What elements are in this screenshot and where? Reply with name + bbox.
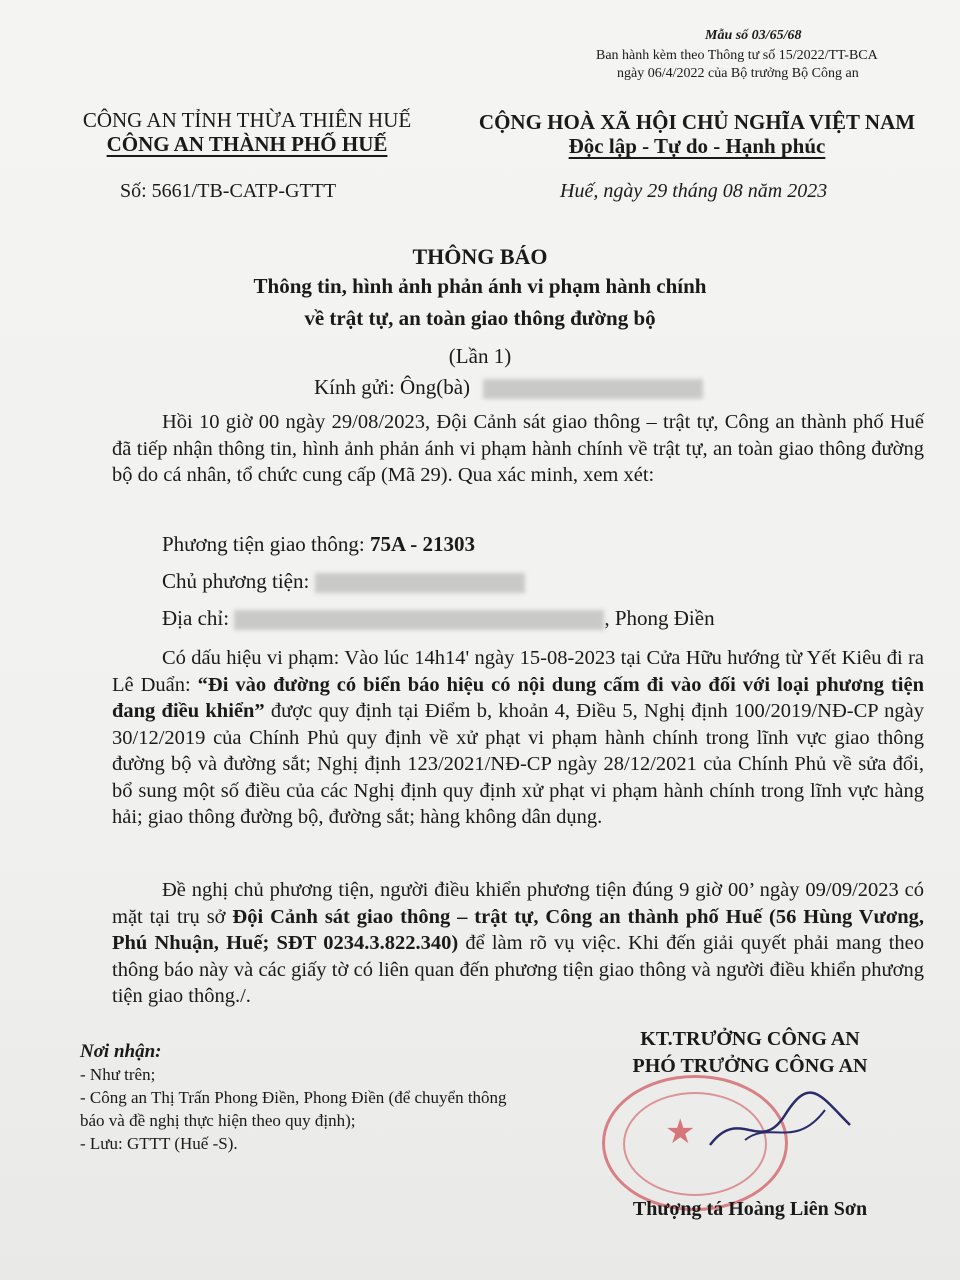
- office-address: Đội Cảnh sát giao thông – trật tự, Công an thành phố Huế (56 Hùng Vương, Phú Nhuận, Huế; SĐT 0234.3.822.340): [112, 905, 924, 954]
- state-name: CỘNG HOÀ XÃ HỘI CHỦ NGHĨA VIỆT NAM: [478, 110, 916, 134]
- greeting-label: Kính gửi: Ông(bà): [314, 375, 471, 399]
- violation-description: “Đi vào đường có biển báo hiệu có nội dung cấm đi vào đối với loại phương tiện đang điều khiển”: [112, 673, 924, 722]
- form-number: Mẫu số 03/65/68: [705, 28, 802, 43]
- redacted-name: [483, 379, 703, 399]
- form-issued-line2: ngày 06/4/2022 của Bộ trưởng Bộ Công an: [617, 66, 859, 81]
- agency-parent: CÔNG AN TỈNH THỪA THIÊN HUẾ: [82, 108, 412, 132]
- agency-name: CÔNG AN THÀNH PHỐ HUẾ: [106, 132, 388, 156]
- address-row: [162, 606, 715, 631]
- recipients-title: Nơi nhận:: [80, 1041, 162, 1062]
- form-issued-line1: Ban hành kèm theo Thông tư số 15/2022/TT-BCA: [596, 48, 878, 63]
- address-label: Địa chỉ:: [162, 606, 235, 630]
- redacted-address: [234, 610, 604, 630]
- notice-subtitle-1: Thông tin, hình ảnh phản ánh vi phạm hành chính: [253, 274, 707, 298]
- recipient-item: - Như trên;: [80, 1065, 156, 1084]
- document-date: Huế, ngày 29 tháng 08 năm 2023: [560, 180, 828, 202]
- notice-title: THÔNG BÁO: [412, 244, 548, 269]
- document-number: Số: 5661/TB-CATP-GTTT: [120, 180, 337, 202]
- notice-attempt: (Lần 1): [448, 344, 512, 368]
- star-icon: ★: [665, 1114, 696, 1151]
- paragraph-intake: Hồi 10 giờ 00 ngày 29/08/2023, Đội Cảnh sát giao thông – trật tự, Công an thành phố Huế đã tiếp nhận thông tin, hình ảnh phản ánh vi phạm hành chính về trật tự, an toàn giao thông đường bộ do cá nhân, tổ chức cung cấp (Mã 29). Qua xác minh, xem xét:: [112, 411, 924, 486]
- recipient-item: - Lưu: GTTT (Huế -S).: [80, 1134, 238, 1153]
- redacted-owner: [315, 573, 525, 593]
- notice-subtitle-2: về trật tự, an toàn giao thông đường bộ: [304, 306, 656, 330]
- signature-scribble: [700, 1085, 860, 1165]
- paragraph-request: Đề nghị chủ phương tiện, người điều khiển phương tiện đúng 9 giờ 00’ ngày 09/09/2023 có mặt tại trụ sở Đội Cảnh sát giao thông – trật tự, Công an thành phố Huế (56 Hùng Vương, Phú Nhuận, Huế; SĐT 0234.3.822.340) để làm rõ vụ việc. Khi đến giải quyết phải mang theo thông báo này và các giấy tờ có liên quan đến phương tiện giao thông và người điều khiển phương tiện giao thông./.: [112, 879, 924, 1007]
- address-tail: , Phong Điền: [604, 606, 715, 630]
- recipients-block: [80, 1040, 525, 1155]
- owner-row: [162, 569, 525, 594]
- signature-title-2: PHÓ TRƯỞNG CÔNG AN: [632, 1055, 868, 1077]
- signature-title-1: KT.TRƯỞNG CÔNG AN: [640, 1028, 860, 1050]
- state-motto: Độc lập - Tự do - Hạnh phúc: [568, 134, 826, 158]
- signer-name: Thượng tá Hoàng Liên Sơn: [632, 1198, 868, 1220]
- greeting: [314, 375, 703, 400]
- recipient-item: - Công an Thị Trấn Phong Điền, Phong Điền (để chuyển thông báo và đề nghị thực hiện theo quy định);: [80, 1088, 507, 1130]
- vehicle-row: [162, 532, 475, 557]
- owner-label: Chủ phương tiện:: [162, 569, 315, 593]
- vehicle-plate: 75A - 21303: [369, 532, 475, 556]
- vehicle-label: Phương tiện giao thông:: [162, 532, 370, 556]
- paragraph-violation: Có dấu hiệu vi phạm: Vào lúc 14h14' ngày 15-08-2023 tại Cửa Hữu hướng từ Yết Kiêu đi ra Lê Duẩn: “Đi vào đường có biển báo hiệu có nội dung cấm đi vào đối với loại phương tiện đang điều khiển” được quy định tại Điểm b, khoản 4, Điều 5, Nghị định 100/2019/NĐ-CP ngày 30/12/2019 của Chính Phủ quy định về xử phạt vi phạm hành chính trong lĩnh vực giao thông đường bộ và đường sắt; Nghị định 123/2021/NĐ-CP ngày 28/12/2021 của Chính Phủ về sửa đổi, bổ sung một số điều của các Nghị định quy định xử phạt vi phạm hành chính trong lĩnh vực hàng hải; giao thông đường bộ, đường sắt; hàng không dân dụng.: [112, 647, 924, 828]
